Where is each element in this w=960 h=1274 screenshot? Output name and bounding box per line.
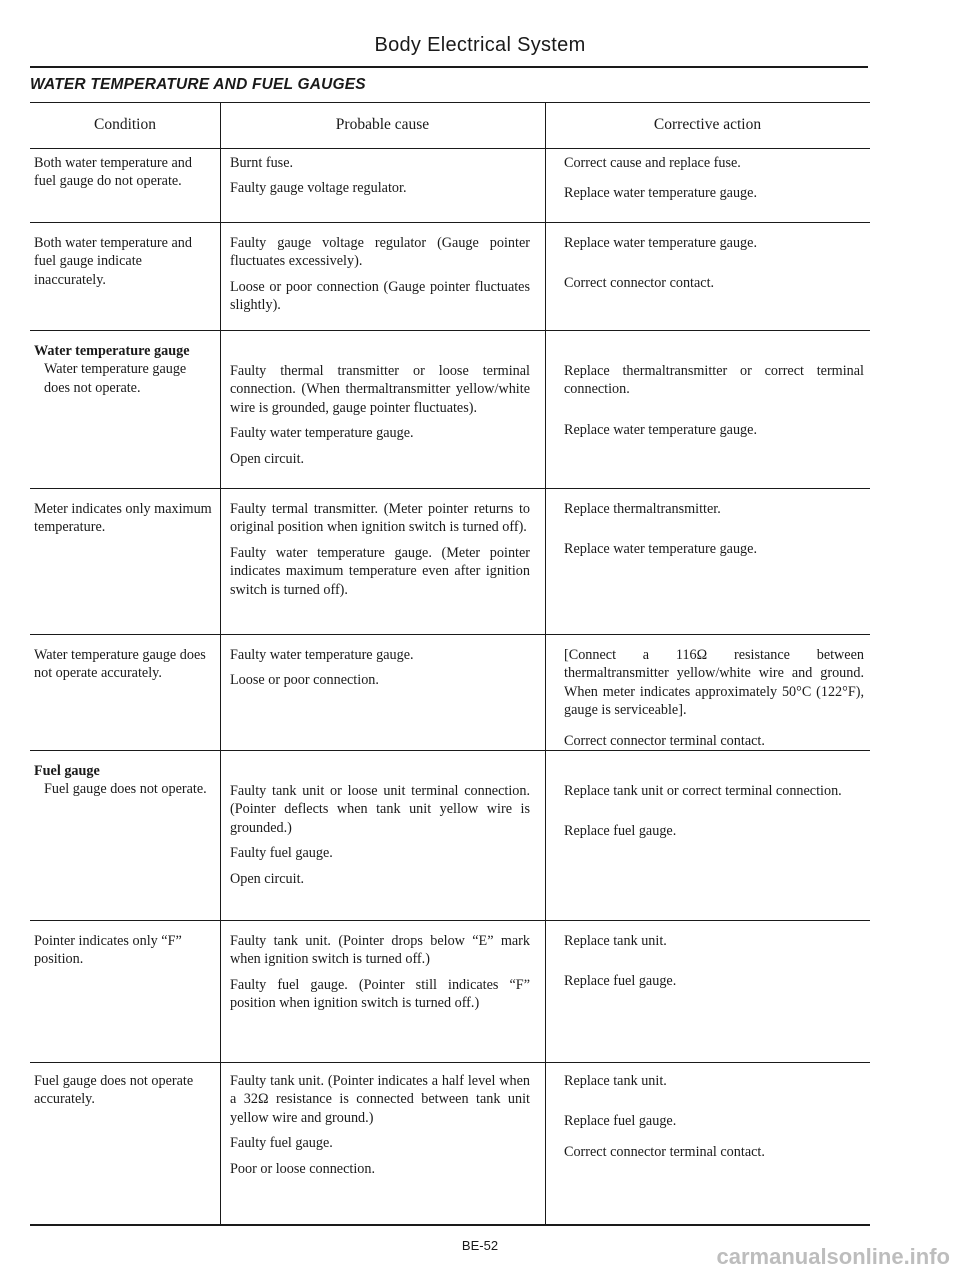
corrective-action-item: Correct connector terminal contact.: [564, 732, 765, 749]
condition-text: Both water temperature and fuel gauge do not operate.: [34, 155, 192, 190]
column-divider-2: [545, 102, 546, 1226]
condition-heading: Fuel gauge: [34, 763, 100, 779]
condition-text: Water temperature gauge does not operate accurately.: [34, 647, 206, 682]
header-condition: Condition: [93, 116, 156, 133]
probable-cause-item: Faulty water temperature gauge. (Meter pointer indicates maximum temperature even after ignition switch is turned off).: [230, 544, 530, 598]
probable-cause-item: Faulty termal transmitter. (Meter pointer returns to original position when ignition switch is turned off).: [230, 501, 530, 536]
row-separator: [30, 222, 870, 223]
condition-cell: [34, 342, 214, 397]
probable-cause-item: Poor or loose connection.: [230, 1160, 375, 1177]
section-title: WATER TEMPERATURE AND FUEL GAUGES: [30, 76, 366, 93]
probable-cause-item: Open circuit.: [230, 450, 305, 467]
probable-cause-item: Faulty water temperature gauge.: [230, 425, 414, 442]
condition-cell: [34, 762, 214, 799]
corrective-action-cell: [564, 1072, 864, 1173]
corrective-action-item: Replace thermaltransmitter or correct terminal connection.: [564, 363, 864, 398]
condition-cell: [34, 932, 214, 969]
probable-cause-item: Faulty tank unit or loose unit terminal connection. (Pointer deflects when tank unit yellow wire is grounded.): [230, 783, 530, 836]
probable-cause-cell: [230, 234, 530, 322]
probable-cause-item: Loose or poor connection (Gauge pointer fluctuates slightly).: [230, 278, 530, 314]
corrective-action-item: Replace water temperature gauge.: [564, 235, 757, 251]
condition-cell: [34, 500, 214, 537]
probable-cause-item: Faulty tank unit. (Pointer drops below “E” mark when ignition switch is turned off.): [230, 933, 530, 968]
probable-cause-item: Faulty fuel gauge. (Pointer still indicates “F” position when ignition switch is turned off.): [230, 976, 530, 1012]
corrective-action-item: Replace fuel gauge.: [564, 973, 677, 990]
probable-cause-cell: [230, 932, 530, 1020]
probable-cause-cell: [230, 782, 530, 895]
condition-cell: [34, 646, 214, 683]
probable-cause-cell: [230, 154, 530, 205]
condition-text: Meter indicates only maximum temperature.: [34, 501, 212, 536]
corrective-action-item: Replace water temperature gauge.: [564, 185, 757, 202]
condition-heading: Water temperature gauge: [34, 343, 190, 359]
row-separator: [30, 1062, 870, 1063]
header-separator: [30, 148, 870, 149]
condition-text: Fuel gauge does not operate.: [44, 781, 207, 798]
probable-cause-cell: [230, 362, 530, 475]
condition-cell: [34, 234, 214, 289]
row-separator: [30, 920, 870, 921]
probable-cause-item: Burnt fuse.: [230, 155, 294, 171]
troubleshooting-table: [30, 102, 870, 1226]
page-number: BE-52: [461, 1238, 499, 1253]
row-separator: [30, 634, 870, 635]
probable-cause-item: Faulty thermal transmitter or loose terminal connection. (When thermaltransmitter yellow/white wire is grounded, gauge pointer fluctuates).: [230, 363, 530, 416]
corrective-action-item: Replace water temperature gauge.: [564, 541, 757, 558]
corrective-action-cell: [564, 362, 864, 451]
corrective-action-item: Replace fuel gauge.: [564, 1113, 677, 1130]
corrective-action-item: Replace water temperature gauge.: [564, 421, 757, 438]
corrective-action-item: Replace fuel gauge.: [564, 823, 677, 840]
probable-cause-item: Faulty tank unit. (Pointer indicates a half level when a 32Ω resistance is connected between tank unit yellow wire and ground.): [230, 1073, 530, 1126]
probable-cause-item: Open circuit.: [230, 870, 305, 887]
corrective-action-cell: [564, 646, 864, 762]
corrective-action-item: Correct connector contact.: [564, 275, 715, 292]
corrective-action-item: Correct connector terminal contact.: [564, 1143, 765, 1160]
condition-text: Pointer indicates only “F” position.: [34, 933, 182, 968]
row-separator: [30, 488, 870, 489]
probable-cause-item: Loose or poor connection.: [230, 672, 379, 689]
probable-cause-item: Faulty water temperature gauge.: [230, 647, 414, 663]
corrective-action-cell: [564, 782, 864, 853]
probable-cause-cell: [230, 500, 530, 606]
header-rule: [30, 66, 868, 68]
table-bottom-rule: [30, 1224, 870, 1226]
condition-text: Water temperature gauge does not operate.: [44, 361, 187, 396]
probable-cause-cell: [230, 1072, 530, 1185]
probable-cause-item: Faulty gauge voltage regulator (Gauge pointer fluctuates excessively).: [230, 235, 530, 270]
corrective-action-cell: [564, 234, 864, 315]
probable-cause-item: Faulty fuel gauge.: [230, 1135, 333, 1152]
row-separator: [30, 330, 870, 331]
column-divider-1: [220, 102, 221, 1226]
condition-cell: [34, 1072, 214, 1109]
probable-cause-item: Faulty gauge voltage regulator.: [230, 180, 407, 197]
corrective-action-item: Correct cause and replace fuse.: [564, 155, 741, 171]
page-header: Body Electrical System: [374, 34, 586, 56]
header-probable-cause: Probable cause: [335, 116, 430, 133]
corrective-action-cell: [564, 154, 864, 215]
corrective-action-item: Replace tank unit or correct terminal connection.: [564, 783, 842, 799]
corrective-action-item: Replace tank unit.: [564, 1073, 667, 1089]
corrective-action-item: Replace thermaltransmitter.: [564, 501, 721, 517]
condition-text: Fuel gauge does not operate accurately.: [34, 1073, 194, 1108]
corrective-action-cell: [564, 500, 864, 581]
condition-text: Both water temperature and fuel gauge indicate inaccurately.: [34, 235, 192, 288]
probable-cause-item: Faulty fuel gauge.: [230, 845, 333, 862]
table-top-rule: [30, 102, 870, 103]
corrective-action-cell: [564, 932, 864, 1013]
watermark: carmanualsonline.info: [716, 1244, 950, 1269]
header-corrective-action: Corrective action: [653, 116, 762, 133]
probable-cause-cell: [230, 646, 530, 697]
corrective-action-item: [Connect a 116Ω resistance between thermaltransmitter yellow/white wire and ground. When meter indicates approximately 50°C (122°F), gauge is serviceable].: [564, 647, 864, 719]
corrective-action-item: Replace tank unit.: [564, 933, 667, 949]
condition-cell: [34, 154, 214, 191]
row-separator: [30, 750, 870, 751]
